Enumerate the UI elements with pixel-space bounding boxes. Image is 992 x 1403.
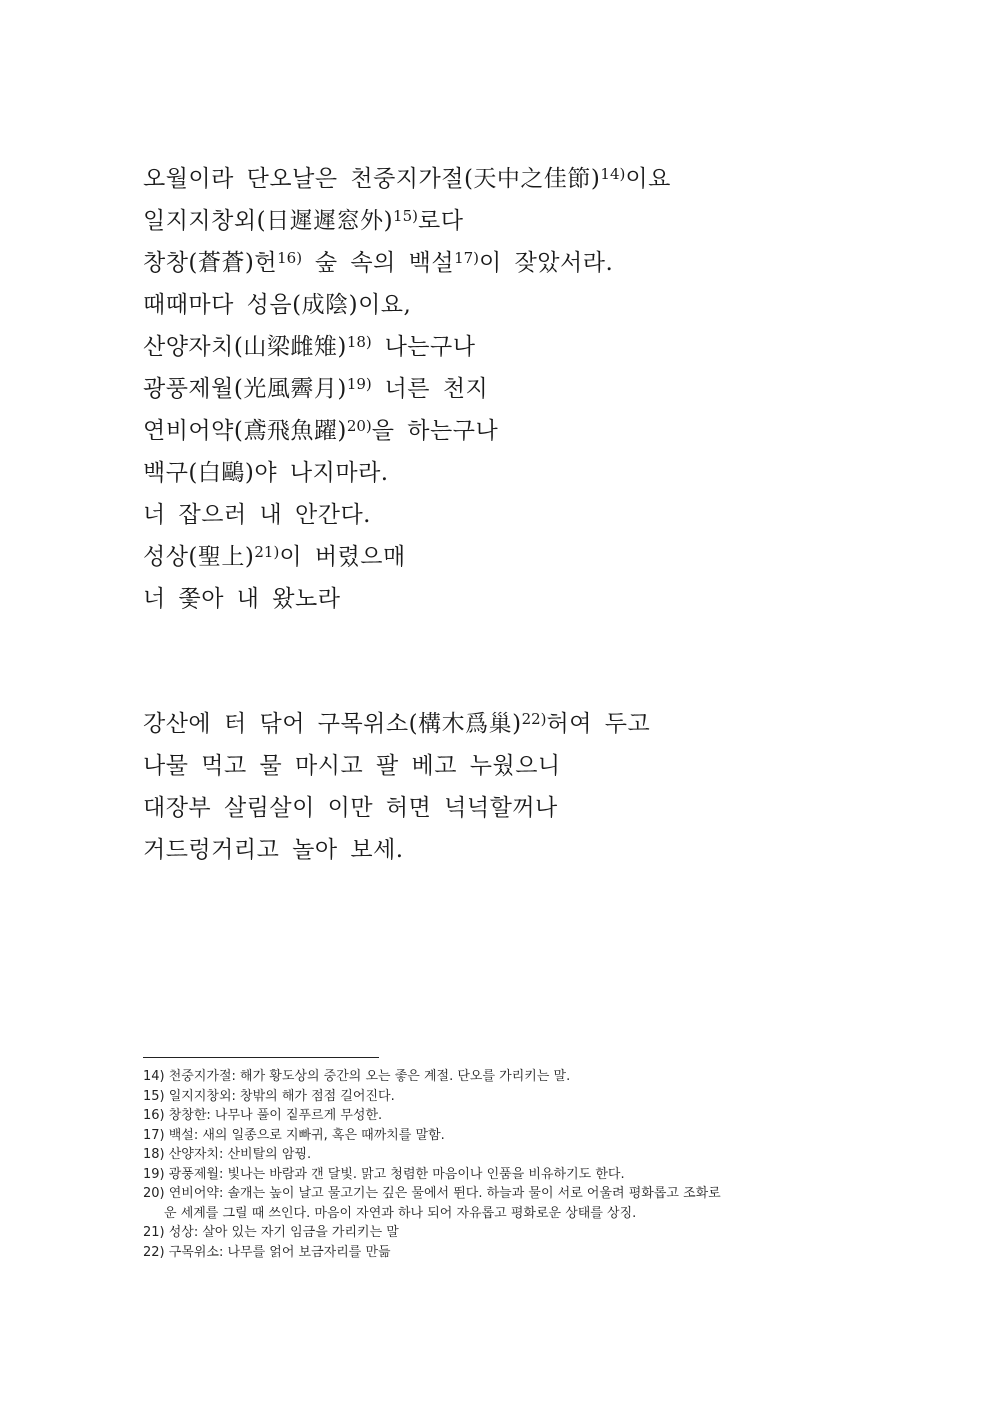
poem-line: 나물 먹고 물 마시고 팔 베고 누웠으니 [143,753,561,779]
footnote-ref[interactable]: 20) [346,417,372,435]
poem-line: 창창(蒼蒼)헌$^{16)}$ 숲 속의 백설$^{17)}$이 잦았서라. [143,249,614,276]
footnote-item: 22) 구목위소: 나무를 얽어 보금자리를 만듦 [143,1244,391,1260]
poem-line: 너 쫓아 내 왔노라 [143,586,341,612]
footnote-item: 16) 창창한: 나무나 풀이 짙푸르게 무성한. [143,1108,383,1123]
footnote-ref[interactable]: 19) [346,375,372,393]
footnote-continuation: 운 세계를 그릴 때 쓰인다. 마음이 자연과 하나 되어 자유롭고 평화로운 상태를 상징. [164,1205,637,1221]
footnote-item: 20) 연비어약: 솔개는 높이 날고 물고기는 깊은 물에서 뛴다. 하늘과 물이 서로 어울려 평화롭고 조화로 운 세계를 그릴 때 쓰인다. 마음이 자연과 하나 되어 자유롭고 평화로운 상태를 상징. [143,1184,863,1223]
poem-stanza-2 [143,703,863,871]
footnote-item: 14) 천중지가절: 해가 황도상의 중간의 오는 좋은 계절. 단오를 가리키는 말. [143,1069,571,1084]
poem-line: 거드렁거리고 놀아 보세. [143,837,404,863]
poem-line: 광풍제월(光風霽月)$^{19)}$ 너른 천지 [143,375,489,402]
footnotes [143,1067,863,1262]
poem-line: 오월이라 단오날은 천중지가절(天中之佳節)$^{14)}$이요 [143,165,671,192]
poem-line: 성상(聖上)$^{21)}$이 버렸으매 [143,543,406,570]
poem-line: 대장부 살림살이 이만 허면 넉넉할꺼나 [143,795,558,821]
footnote-separator [143,1057,379,1058]
poem-line: 산양자치(山梁雌雉)$^{18)}$ 나는구나 [143,333,476,360]
footnote-ref[interactable]: 17) [454,249,480,267]
footnote-item: 19) 광풍제월: 빛나는 바람과 갠 달빛. 맑고 청렴한 마음이나 인품을 비유하기도 한다. [143,1166,625,1182]
poem-line: 강산에 터 닦어 구목위소(構木爲巢)$^{22)}$허여 두고 [143,710,651,737]
footnote-ref[interactable]: 14) [600,165,626,183]
footnote-ref[interactable]: 18) [346,333,372,351]
footnote-item: 21) 성상: 살아 있는 자기 임금을 가리키는 말 [143,1225,399,1240]
poem-stanza-1 [143,158,863,620]
footnote-item: 17) 백설: 새의 일종으로 지빠귀, 혹은 때까치를 말함. [143,1127,445,1143]
poem-line: 일지지창외(日遲遲窓外)$^{15)}$로다 [143,207,464,234]
footnote-ref[interactable]: 15) [393,207,418,225]
poem-line: 백구(白鷗)야 나지마라. [143,460,389,486]
poem-line: 연비어약(鳶飛魚躍)$^{20)}$을 하는구나 [143,417,499,444]
footnote-ref[interactable]: 16) [277,249,303,267]
footnote-item: 15) 일지지창외: 창밖의 해가 점점 길어진다. [143,1088,395,1104]
footnote-item: 18) 산양자치: 산비탈의 암꿩. [143,1147,312,1162]
footnote-ref[interactable]: 22) [521,710,547,728]
poem-line: 너 잡으러 내 안간다. [143,502,371,528]
footnote-ref[interactable]: 21) [254,543,280,561]
poem-line: 때때마다 성음(成陰)이요, [143,292,412,318]
